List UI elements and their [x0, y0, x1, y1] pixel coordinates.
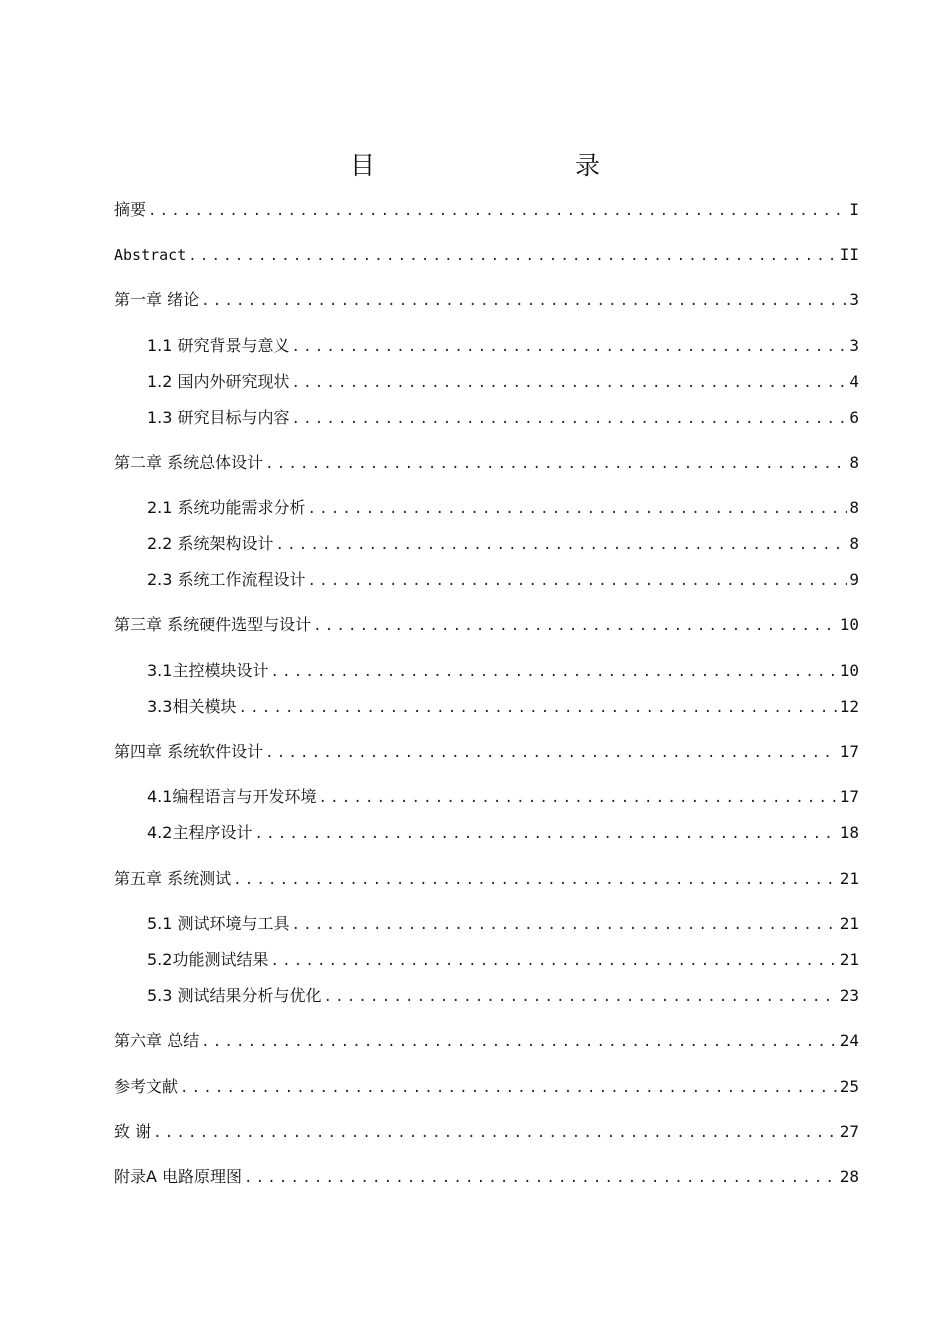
- toc-dot-leader: [233, 870, 838, 890]
- toc-entry-page: 8: [849, 498, 859, 517]
- toc-entry-page: 23: [839, 986, 859, 1005]
- toc-entry-page: 17: [839, 742, 859, 761]
- toc-dot-leader: [244, 1168, 838, 1188]
- toc-entry-label: 第五章 系统测试: [114, 869, 232, 888]
- toc-entry-page: 27: [839, 1122, 859, 1141]
- toc-dot-leader: [318, 788, 837, 808]
- toc-entry-label: 第一章 绪论: [114, 290, 200, 309]
- toc-dot-leader: [313, 616, 838, 636]
- toc-entry-page: 17: [839, 787, 859, 806]
- toc-dot-leader: [265, 743, 838, 763]
- toc-dot-leader: [292, 373, 848, 393]
- toc-entry-chapter-5[interactable]: [114, 869, 859, 890]
- toc-entry-page: 21: [839, 950, 859, 969]
- toc-dot-leader: [270, 951, 837, 971]
- toc-entry-page: 9: [849, 570, 859, 589]
- toc-entry-chapter-3[interactable]: [114, 615, 859, 636]
- toc-entry-section-1-1[interactable]: [147, 336, 859, 357]
- toc-entry-page: 24: [839, 1031, 859, 1050]
- toc-entry-label: Abstract: [114, 246, 187, 264]
- toc-entry-section-3-1[interactable]: [147, 661, 859, 682]
- toc-entry-section-5-3[interactable]: [147, 986, 859, 1007]
- toc-entry-label: 1.2 国内外研究现状: [147, 372, 290, 391]
- toc-entry-page: 6: [849, 408, 859, 427]
- toc-entry-label: 2.1 系统功能需求分析: [147, 498, 306, 517]
- toc-entry-label: 致 谢: [114, 1122, 152, 1141]
- toc-entry-page: 12: [839, 697, 859, 716]
- toc-entry-chapter-4[interactable]: [114, 742, 859, 763]
- toc-entry-label: 5.3 测试结果分析与优化: [147, 986, 322, 1005]
- toc-entry-section-2-2[interactable]: [147, 534, 859, 555]
- toc-entry-page: 3: [849, 336, 859, 355]
- toc-entry-section-5-1[interactable]: [147, 914, 859, 935]
- toc-entry-page: 10: [839, 661, 859, 680]
- toc-entry-page: 25: [839, 1077, 859, 1096]
- page-title: 目 录: [349, 151, 650, 180]
- toc-dot-leader: [276, 535, 848, 555]
- toc-entry-acknowledgements[interactable]: [114, 1122, 859, 1143]
- toc-entry-chapter-6[interactable]: [114, 1031, 859, 1052]
- toc-entry-abstract-cn[interactable]: [114, 200, 859, 221]
- toc-entry-references[interactable]: [114, 1077, 859, 1098]
- toc-entry-section-5-2[interactable]: [147, 950, 859, 971]
- toc-entry-section-3-3[interactable]: [147, 697, 859, 718]
- toc-dot-leader: [201, 1032, 838, 1052]
- toc-entry-label: 附录A 电路原理图: [114, 1167, 243, 1186]
- toc-dot-leader: [270, 662, 837, 682]
- toc-entry-label: 5.2功能测试结果: [147, 950, 269, 969]
- toc-dot-leader: [153, 1123, 838, 1143]
- toc-entry-label: 3.3相关模块: [147, 697, 237, 716]
- toc-entry-label: 4.1编程语言与开发环境: [147, 787, 317, 806]
- toc-entry-label: 5.1 测试环境与工具: [147, 914, 290, 933]
- toc-dot-leader: [324, 987, 838, 1007]
- toc-entry-page: II: [839, 245, 859, 264]
- toc-entry-chapter-2[interactable]: [114, 453, 859, 474]
- toc-dot-leader: [188, 246, 837, 266]
- toc-entry-page: 4: [849, 372, 859, 391]
- toc-entry-label: 第三章 系统硬件选型与设计: [114, 615, 312, 634]
- toc-dot-leader: [265, 454, 847, 474]
- toc-entry-label: 第四章 系统软件设计: [114, 742, 264, 761]
- toc-entry-label: 1.3 研究目标与内容: [147, 408, 290, 427]
- toc-dot-leader: [254, 824, 837, 844]
- toc-entry-label: 第二章 系统总体设计: [114, 453, 264, 472]
- toc-dot-leader: [292, 409, 848, 429]
- toc-dot-leader: [201, 291, 847, 311]
- toc-dot-leader: [238, 698, 837, 718]
- toc-entry-page: 3: [849, 290, 859, 309]
- toc-entry-section-2-3[interactable]: [147, 570, 859, 591]
- toc-entry-page: 21: [839, 869, 859, 888]
- toc-dot-leader: [308, 571, 848, 591]
- toc-entry-label: 参考文献: [114, 1077, 179, 1096]
- toc-entry-page: 18: [839, 823, 859, 842]
- toc-entry-abstract-en[interactable]: [114, 245, 859, 266]
- toc-dot-leader: [292, 915, 838, 935]
- toc-entry-label: 1.1 研究背景与意义: [147, 336, 290, 355]
- toc-entry-section-2-1[interactable]: [147, 498, 859, 519]
- toc-entry-label: 摘要: [114, 200, 147, 219]
- toc-entry-chapter-1[interactable]: [114, 290, 859, 311]
- toc-entry-page: 28: [839, 1167, 859, 1186]
- toc-entry-page: I: [849, 200, 859, 219]
- toc-entry-label: 3.1主控模块设计: [147, 661, 269, 680]
- toc-dot-leader: [180, 1078, 838, 1098]
- toc-dot-leader: [148, 201, 847, 221]
- toc-entry-label: 2.3 系统工作流程设计: [147, 570, 306, 589]
- toc-entry-page: 21: [839, 914, 859, 933]
- toc-dot-leader: [292, 337, 848, 357]
- toc-entry-page: 10: [839, 615, 859, 634]
- toc-entry-page: 8: [849, 534, 859, 553]
- toc-entry-page: 8: [849, 453, 859, 472]
- toc-dot-leader: [308, 499, 848, 519]
- toc-entry-label: 2.2 系统架构设计: [147, 534, 274, 553]
- toc-entry-label: 第六章 总结: [114, 1031, 200, 1050]
- toc-entry-section-4-1[interactable]: [147, 787, 859, 808]
- toc-entry-label: 4.2主程序设计: [147, 823, 253, 842]
- toc-entry-section-4-2[interactable]: [147, 823, 859, 844]
- toc-entry-section-1-3[interactable]: [147, 408, 859, 429]
- toc-entry-appendix-a[interactable]: [114, 1167, 859, 1188]
- toc-entry-section-1-2[interactable]: [147, 372, 859, 393]
